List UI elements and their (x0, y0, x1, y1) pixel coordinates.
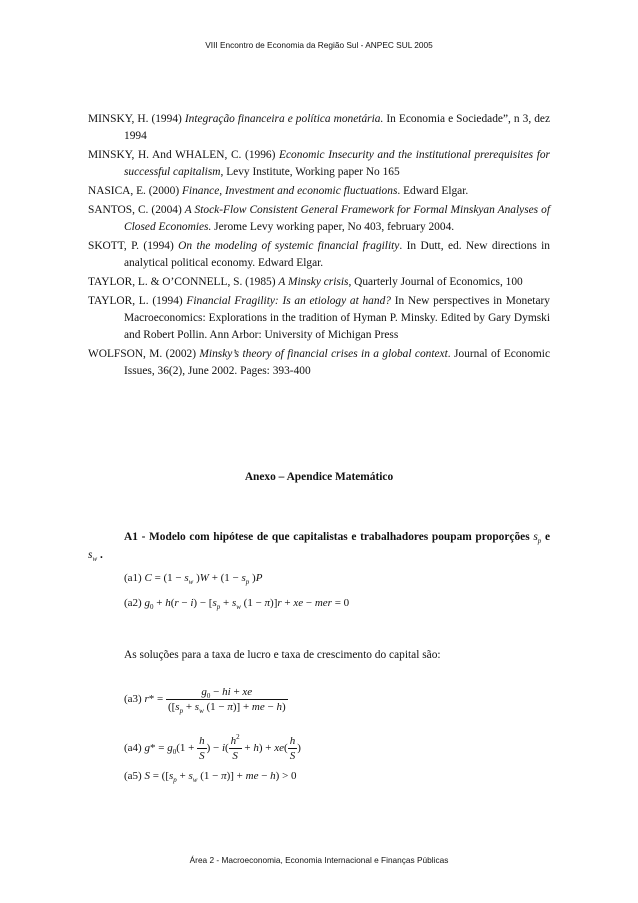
reference-item: SANTOS, C. (2004) A Stock-Flow Consistent General Framework for Formal Minskyan Analyses of Closed Economies. Jerome Levy working paper, No 403, february 2004. (88, 204, 550, 233)
solutions-paragraph: As soluções para a taxa de lucro e taxa de crescimento do capital são: (124, 649, 441, 661)
equation-a1: (a1) $C = (1 - s_w$ )$W + (1 - s_p$ )P (124, 572, 263, 586)
equation-a2: (a2) $g_0 + h(r - i) - [s_p + s_w$ (1 − π)]r + xe − mer = 0 (124, 597, 350, 611)
reference-item: MINSKY, H. (1994) Integração financeira e política monetária. In Economia e Sociedade”, n 3, dez 1994 (88, 113, 551, 142)
reference-item: SKOTT, P. (1994) On the modeling of systemic financial fragility. In Dutt, ed. New directions in analytical political economy. Edward Elgar. (88, 240, 550, 269)
annex-title: Anexo – Apendice Matemático (244, 471, 394, 483)
reference-item: MINSKY, H. And WHALEN, C. (1996) Economic Insecurity and the institutional prerequisites for successful capitalism, Levy Institute, Working paper No 165 (88, 149, 550, 178)
reference-list (88, 111, 550, 382)
page-header: VIII Encontro de Economia da Região Sul - ANPEC SUL 2005 (205, 40, 433, 50)
section-heading: A1 - Modelo com hipótese de que capitalistas e trabalhadores poupam proporções $s_p$ e $s_w$ . (88, 531, 550, 563)
page-footer: Área 2 - Macroeconomia, Economia Internacional e Finanças Públicas (189, 855, 449, 865)
equation-a3: (a3) r* = $\frac{g_0 - hi + xe}{([s_p + s_w (1 - \pi)] + me - h)}$ (124, 686, 286, 715)
reference-item: TAYLOR, L. (1994) Financial Fragility: Is an etiology at hand? In New perspectives in Monetary Macroeconomics: Explorations in the tradition of Hyman P. Minsky. Edited by Gary Dymski and Robert Pollin. Ann Arbor: University of Michigan Press (88, 295, 551, 341)
reference-item: WOLFSON, M. (2002) Minsky’s theory of financial crises in a global context. Journal of Economic Issues, 36(2), June 2002. Pages: 393-400 (88, 348, 550, 377)
reference-item: NASICA, E. (2000) Finance, Investment and economic fluctuations. Edward Elgar. (88, 185, 469, 197)
equation-a5: (a5) $S = ([s_p + s_w$ (1 − π)] + me − h) > 0 (124, 770, 297, 784)
reference-item: TAYLOR, L. & O’CONNELL, S. (1985) A Minsky crisis, Quarterly Journal of Economics, 100 (88, 276, 523, 288)
equation-a4: (a4) $g* = g_0(1$ + $\frac{h}{S}$ ) − i( $\frac{h^2}{S}$ + h) + xe( $\frac{h}{S}$ ) (124, 733, 301, 762)
